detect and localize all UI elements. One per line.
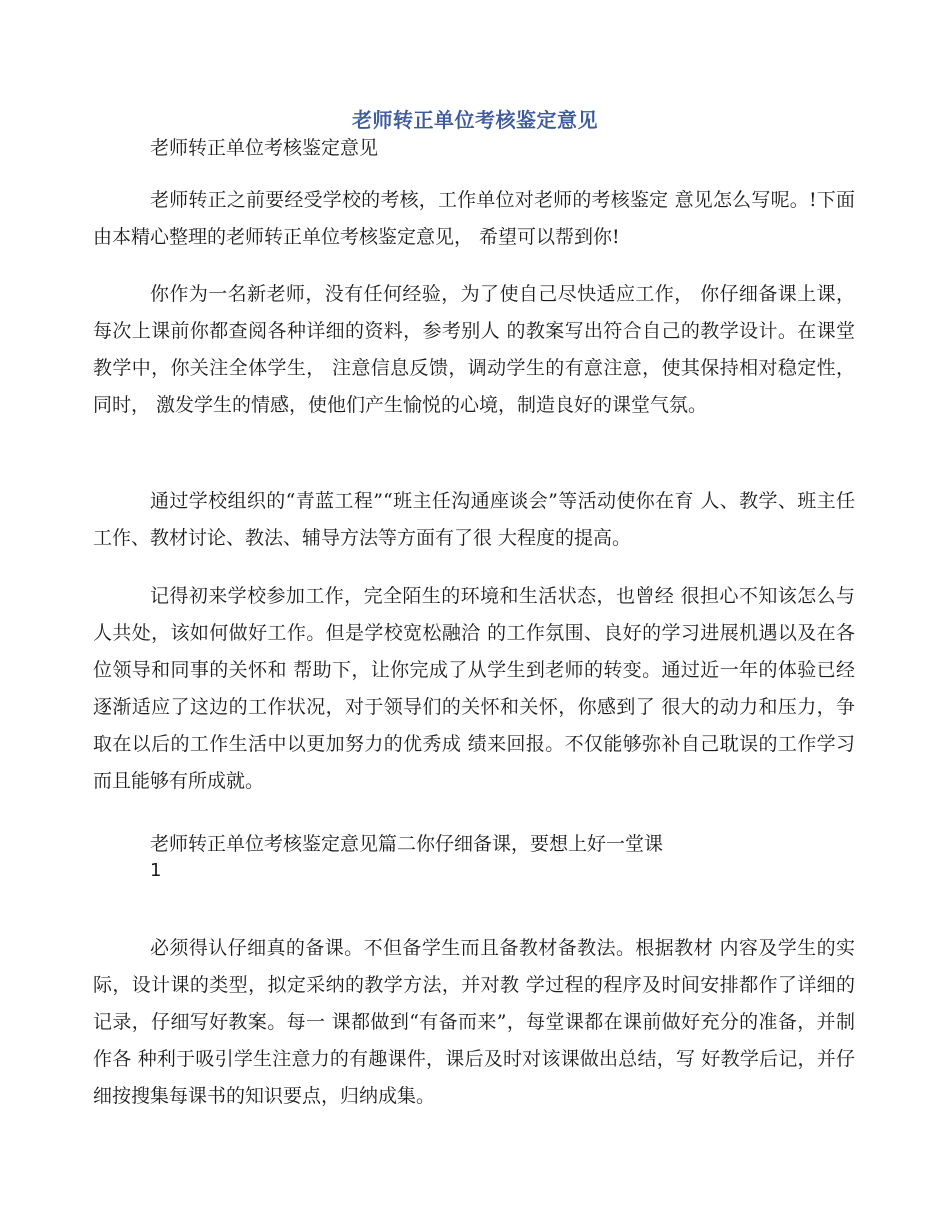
list-number: 1 [150,860,162,881]
body-paragraph-2: 通过学校组织的“青蓝工程”“班主任沟通座谈会”等活动使你在育 人、教学、班主任工作、教材讨论、教法、辅导方法等方面有了很 大程度的提高。 [93,490,855,549]
document-subtitle: 老师转正单位考核鉴定意见 [150,137,379,159]
body-paragraph-3: 记得初来学校参加工作，完全陌生的环境和生活状态，也曾经 很担心不知该怎么与人共处，该如何做好工作。但是学校宽松融洽 的工作氛围、良好的学习进展机遇以及在各位领导和同事的关怀和 帮助下，让你完成了从学生到老师的转变。通过近一年的体验已经 逐渐适应了这边的工作状况，对于领导们的关怀和关怀，你感到了 很大的动力和压力，争取在以后的工作生活中以更加努力的优秀成 绩来回报。不仅能够弥补自己耽误的工作学习而且能够有所成就。 [93,585,855,792]
document-title: 老师转正单位考核鉴定意见 [352,108,598,132]
body-paragraph-4: 必须得认仔细真的备课。不但备学生而且备教材备教法。根据教材 内容及学生的实际，设计课的类型，拟定采纳的教学方法，并对教 学过程的程序及时间安排都作了详细的记录，仔细写好教案。每一 课都做到“有备而来”，每堂课都在课前做好充分的准备，并制作各 种利于吸引学生注意力的有趣课件，课后及时对该课做出总结，写 好教学后记，并仔细按搜集每课书的知识要点，归纳成集。 [93,937,855,1107]
body-paragraph-1: 你作为一名新老师，没有任何经验，为了使自己尽快适应工作， 你仔细备课上课，每次上课前你都查阅各种详细的资料，参考别人 的教案写出符合自己的教学设计。在课堂教学中，你关注全体学生， 注意信息反馈，调动学生的有意注意，使其保持相对稳定性，同时， 激发学生的情感，使他们产生愉悦的心境，制造良好的课堂气氛。 [93,283,855,416]
intro-paragraph: 老师转正之前要经受学校的考核，工作单位对老师的考核鉴定 意见怎么写呢。!下面由本精心整理的老师转正单位考核鉴定意见， 希望可以帮到你! [93,189,855,248]
section-heading-2: 老师转正单位考核鉴定意见篇二你仔细备课，要想上好一堂课 [150,833,664,855]
